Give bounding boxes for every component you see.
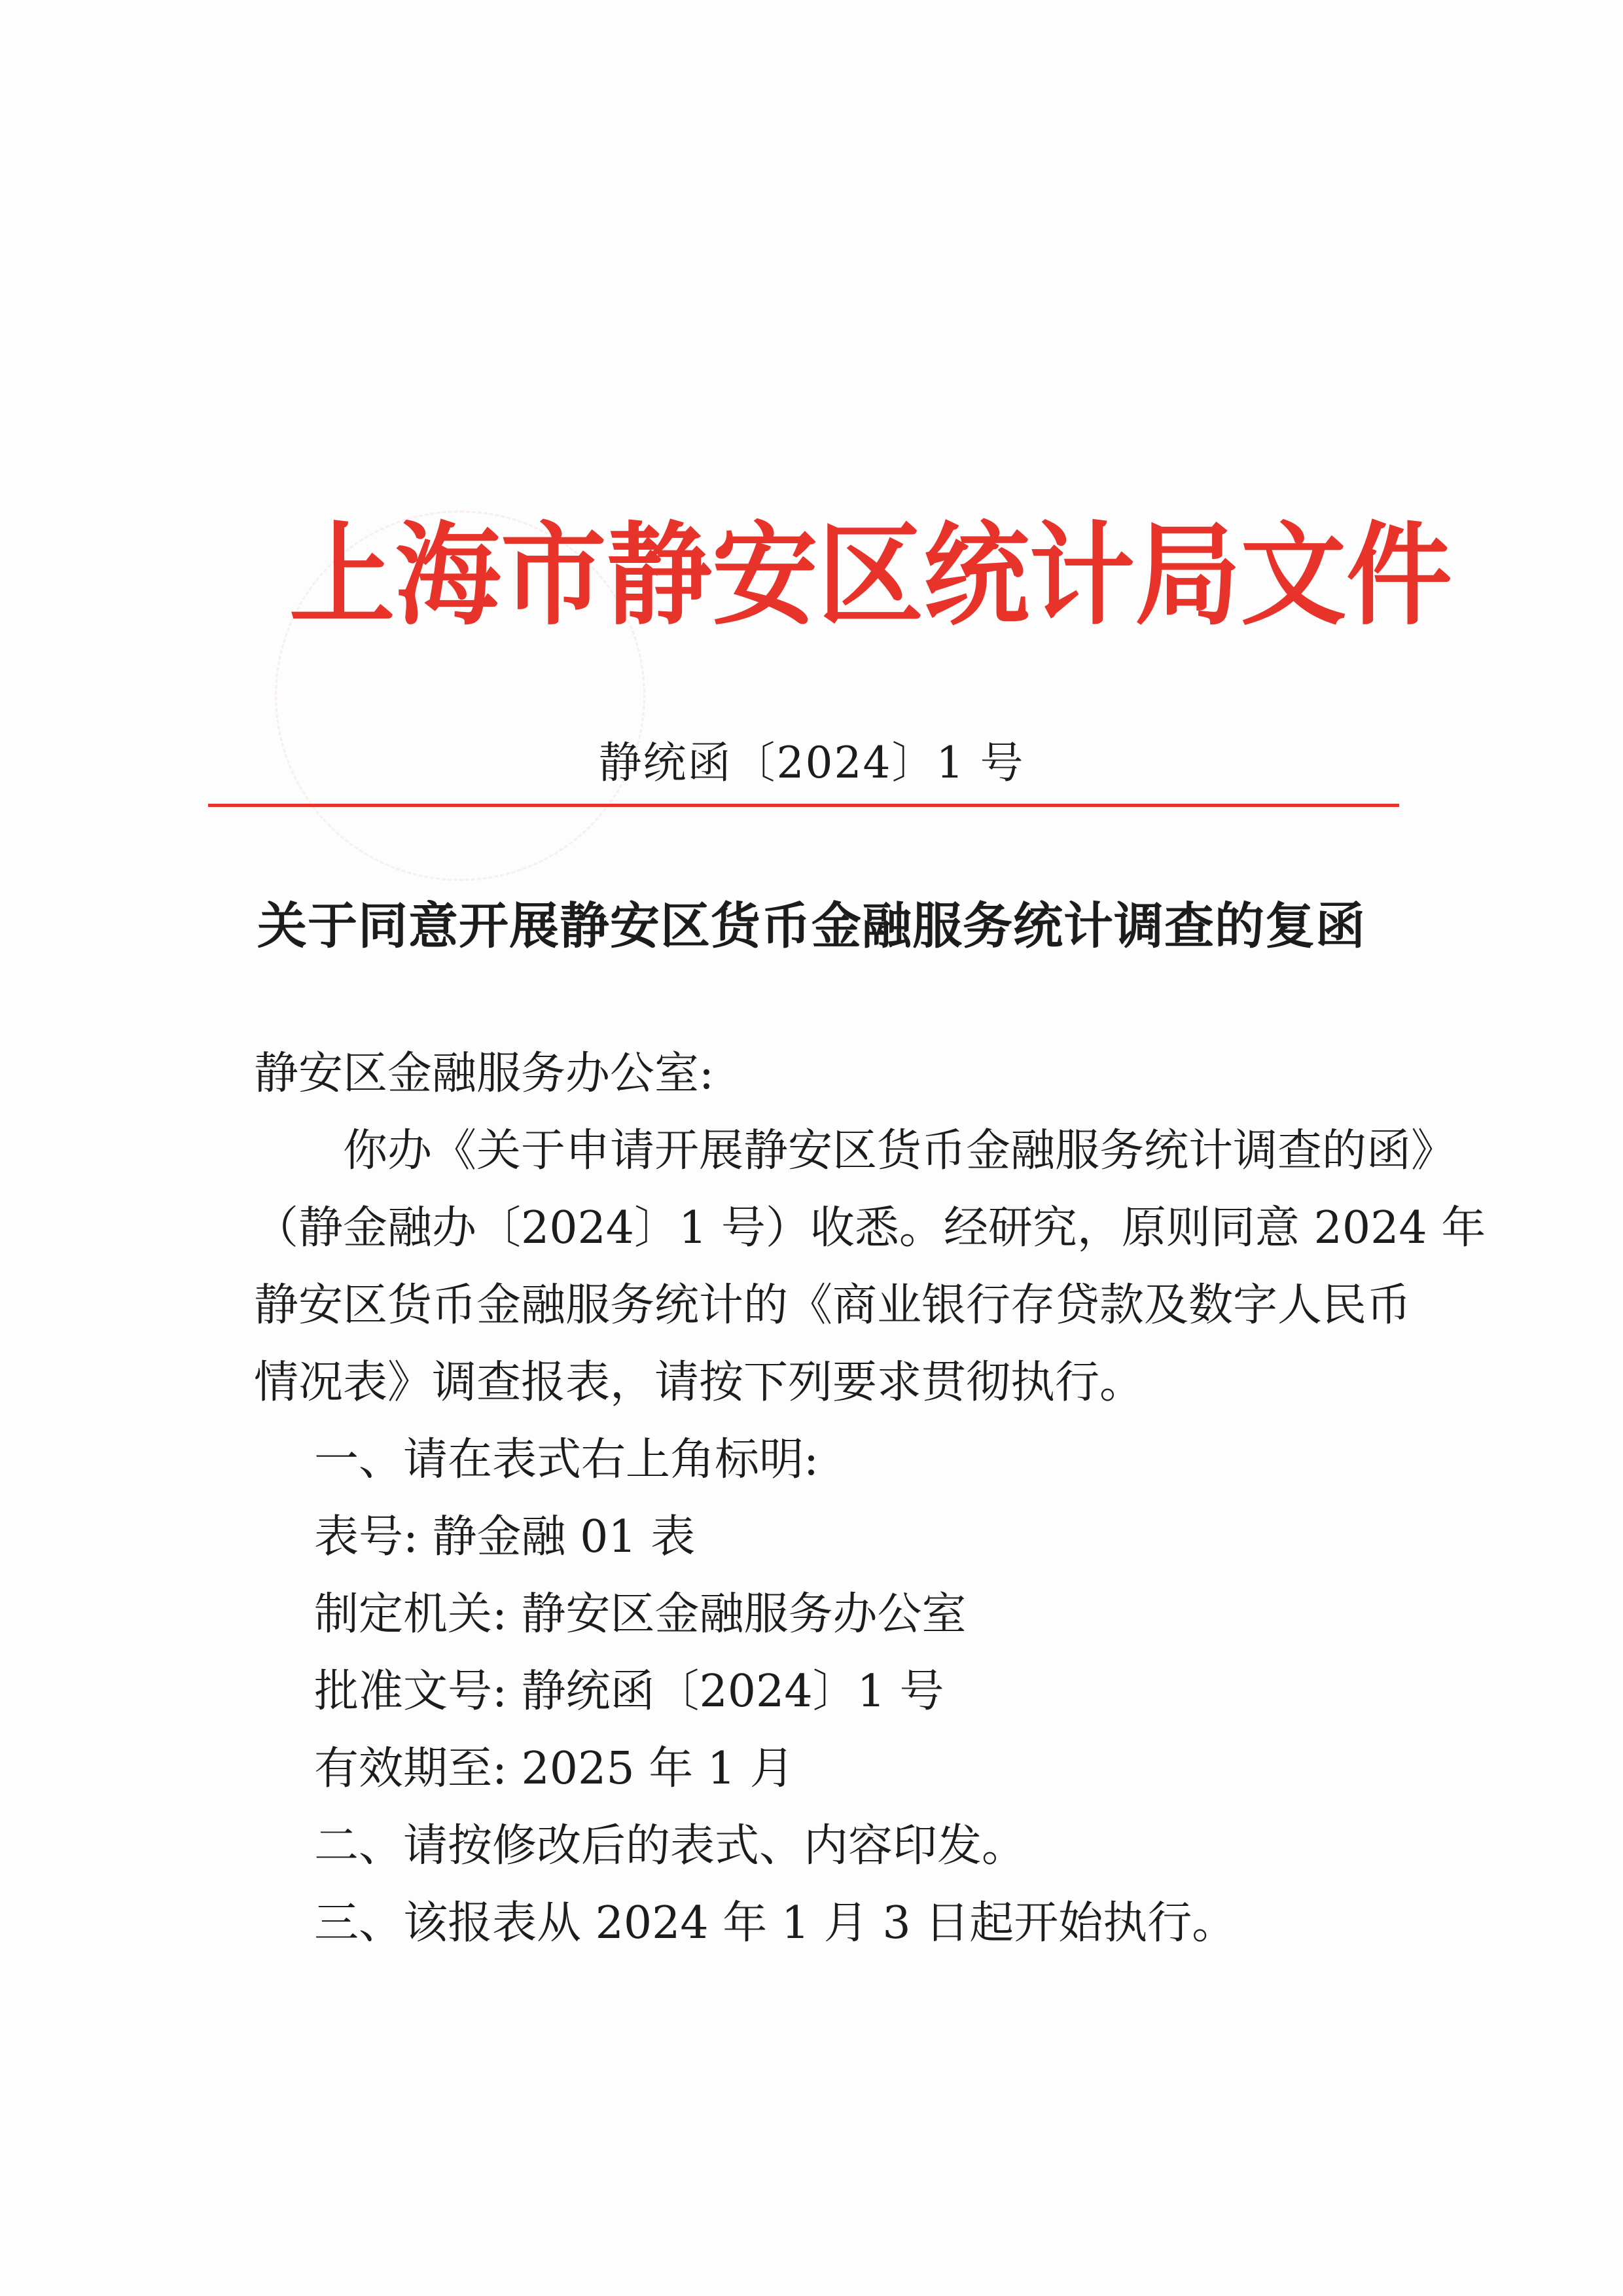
header-char: 文 bbox=[1240, 511, 1347, 641]
paragraph-line: 你办《关于申请开展静安区货币金融服务统计调查的函》 bbox=[343, 1125, 1456, 1177]
document-subject: 关于同意开展静安区货币金融服务统计调查的复函 bbox=[257, 897, 1366, 955]
header-char: 局 bbox=[1135, 511, 1241, 641]
header-char: 海 bbox=[395, 511, 501, 641]
header-char: 市 bbox=[501, 511, 607, 641]
document-number: 静统函〔2024〕1 号 bbox=[598, 738, 1025, 788]
salutation: 静安区金融服务办公室: bbox=[254, 1048, 714, 1100]
paragraph-line: 静安区货币金融服务统计的《商业银行存贷款及数字人民币 bbox=[254, 1280, 1412, 1331]
paragraph-line: （静金融办〔2024〕1 号）收悉。经研究，原则同意 2024 年 bbox=[254, 1202, 1486, 1254]
list-item-1: 一、请在表式右上角标明: bbox=[314, 1434, 819, 1486]
header-char: 安 bbox=[712, 511, 818, 641]
document-body bbox=[254, 1035, 1486, 1962]
valid-until-line: 有效期至: 2025 年 1 月 bbox=[314, 1743, 794, 1795]
header-char: 上 bbox=[289, 511, 395, 641]
red-divider-line bbox=[208, 804, 1399, 807]
authority-line: 制定机关: 静安区金融服务办公室 bbox=[314, 1588, 967, 1640]
form-number-line: 表号: 静金融 01 表 bbox=[314, 1511, 696, 1563]
header-char: 计 bbox=[1029, 511, 1135, 641]
issuing-authority-header bbox=[289, 504, 1452, 648]
list-item-2: 二、请按修改后的表式、内容印发。 bbox=[314, 1820, 1027, 1872]
header-char: 区 bbox=[817, 511, 924, 641]
paragraph-line: 情况表》调查报表，请按下列要求贯彻执行。 bbox=[254, 1357, 1145, 1408]
approval-number-line: 批准文号: 静统函〔2024〕1 号 bbox=[314, 1666, 944, 1717]
list-item-3: 三、该报表从 2024 年 1 月 3 日起开始执行。 bbox=[314, 1897, 1237, 1949]
header-char: 静 bbox=[606, 511, 713, 641]
header-char: 件 bbox=[1346, 511, 1452, 641]
header-char: 统 bbox=[923, 511, 1029, 641]
